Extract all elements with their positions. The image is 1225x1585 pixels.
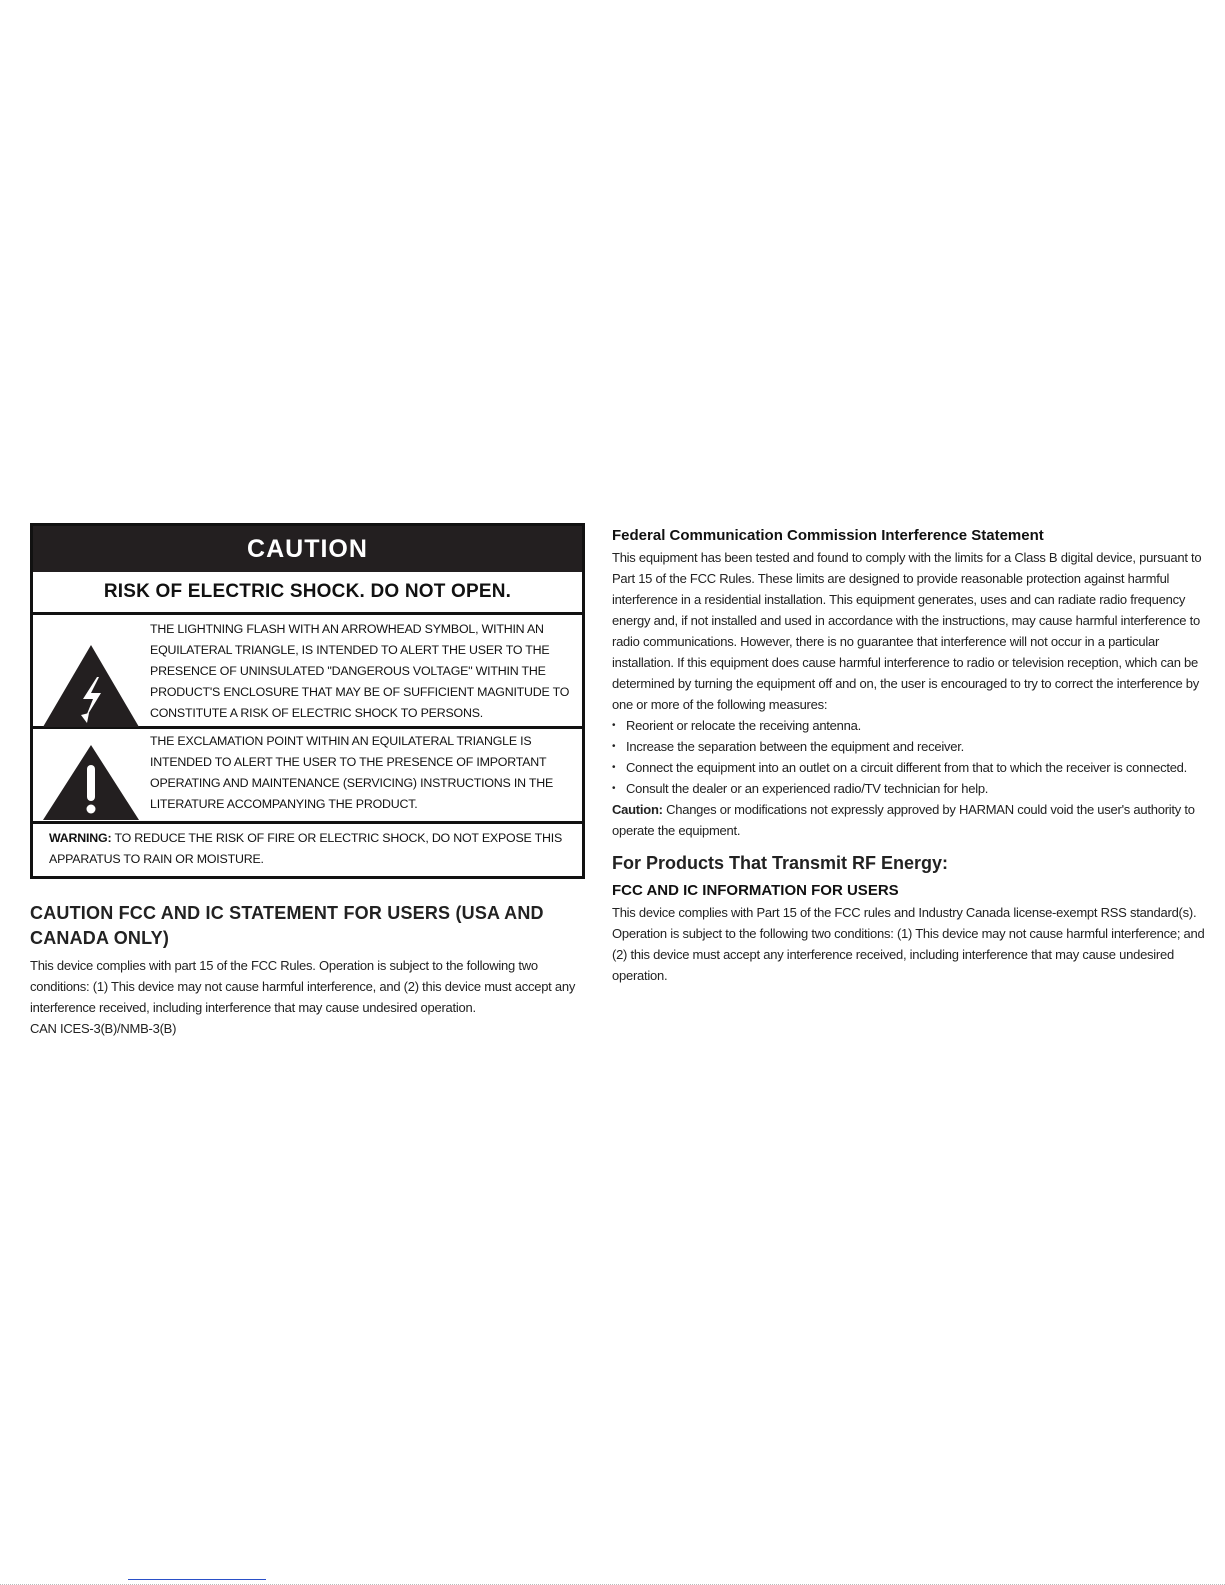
lightning-description: THE LIGHTNING FLASH WITH AN ARROWHEAD SYMBOL, WITHIN AN EQUILATERAL TRIANGLE, IS INTENDED TO ALERT THE USER TO THE PRESENCE OF UNINSULATED "DANGEROUS VOLTAGE" WITHIN THE PRODUCT'S ENCLOSURE THAT MAY BE OF SUFFICIENT MAGNITUDE TO CONSTITUTE A RISK OF ELECTRIC SHOCK TO PERSONS. xyxy=(150,622,570,720)
fcc-ic-info-heading: FCC AND IC INFORMATION FOR USERS xyxy=(612,882,899,899)
modification-caution xyxy=(612,799,1212,841)
federal-statement-body: This equipment has been tested and found to comply with the limits for a Class B digital device, pursuant to Part 15 of the FCC Rules. These limits are designed to provide reasonable protection against harmful interference in a residential installation. This equipment generates, uses and can radiate radio frequency energy and, if not installed and used in accordance with the instructions, may cause harmful interference to radio communications. However, there is no guarantee that interference will not occur in a particular installation. If this equipment does cause harmful interference to radio or television reception, which can be determined by turning the equipment off and on, the user is encouraged to try to correct the interference by one or more of the following measures: xyxy=(612,550,1202,712)
warning-label: WARNING: xyxy=(49,831,112,845)
caution-label: Caution: xyxy=(612,802,663,817)
caution-title: CAUTION xyxy=(33,526,582,572)
lightning-symbol-row xyxy=(33,615,582,729)
warning-body: TO REDUCE THE RISK OF FIRE OR ELECTRIC SHOCK, DO NOT EXPOSE THIS APPARATUS TO RAIN OR MOISTURE. xyxy=(49,831,563,866)
fcc-ic-body: This device complies with part 15 of the FCC Rules. Operation is subject to the following two conditions: (1) This device may not cause harmful interference, and (2) this device must accept any interference received, including interference that may cause undesired operation. xyxy=(30,958,576,1015)
right-column xyxy=(612,525,1212,986)
list-item: • Connect the equipment into an outlet on a circuit different from that to which the receiver is connected. xyxy=(612,757,1212,778)
measures-list xyxy=(612,715,1212,799)
rf-energy-heading: For Products That Transmit RF Energy: xyxy=(612,853,949,873)
left-column xyxy=(30,523,585,1039)
federal-statement-heading: Federal Communication Commission Interference Statement xyxy=(612,527,1044,544)
list-item: • Reorient or relocate the receiving antenna. xyxy=(612,715,1212,736)
list-item: • Increase the separation between the equipment and receiver. xyxy=(612,736,1212,757)
exclamation-warning-icon xyxy=(41,745,141,826)
divider xyxy=(128,1579,266,1580)
warning-text xyxy=(33,824,582,876)
fcc-ic-heading: CAUTION FCC AND IC STATEMENT FOR USERS (USA AND CANADA ONLY) xyxy=(30,903,544,948)
caution-box xyxy=(30,523,585,879)
list-item: • Consult the dealer or an experienced radio/TV technician for help. xyxy=(612,778,1212,799)
exclamation-description: THE EXCLAMATION POINT WITHIN AN EQUILATERAL TRIANGLE IS INTENDED TO ALERT THE USER TO THE PRESENCE OF IMPORTANT OPERATING AND MAINTENANCE (SERVICING) INSTRUCTIONS IN THE LITERATURE ACCOMPANYING THE PRODUCT. xyxy=(150,734,554,811)
ices-code: CAN ICES-3(B)/NMB-3(B) xyxy=(30,1021,177,1036)
rf-energy-body: This device complies with Part 15 of the FCC rules and Industry Canada license-exempt RSS standard(s). Operation is subject to the following two conditions: (1) This device may not cause harmful interference; and (2) this device must accept any interference received, including interference that may cause undesired operation. xyxy=(612,905,1205,983)
exclamation-symbol-row xyxy=(33,729,582,824)
caution-body: Changes or modifications not expressly approved by HARMAN could void the user's authority to operate the equipment. xyxy=(612,802,1195,838)
caution-subtitle: RISK OF ELECTRIC SHOCK. DO NOT OPEN. xyxy=(33,572,582,615)
lightning-warning-icon xyxy=(41,643,141,734)
